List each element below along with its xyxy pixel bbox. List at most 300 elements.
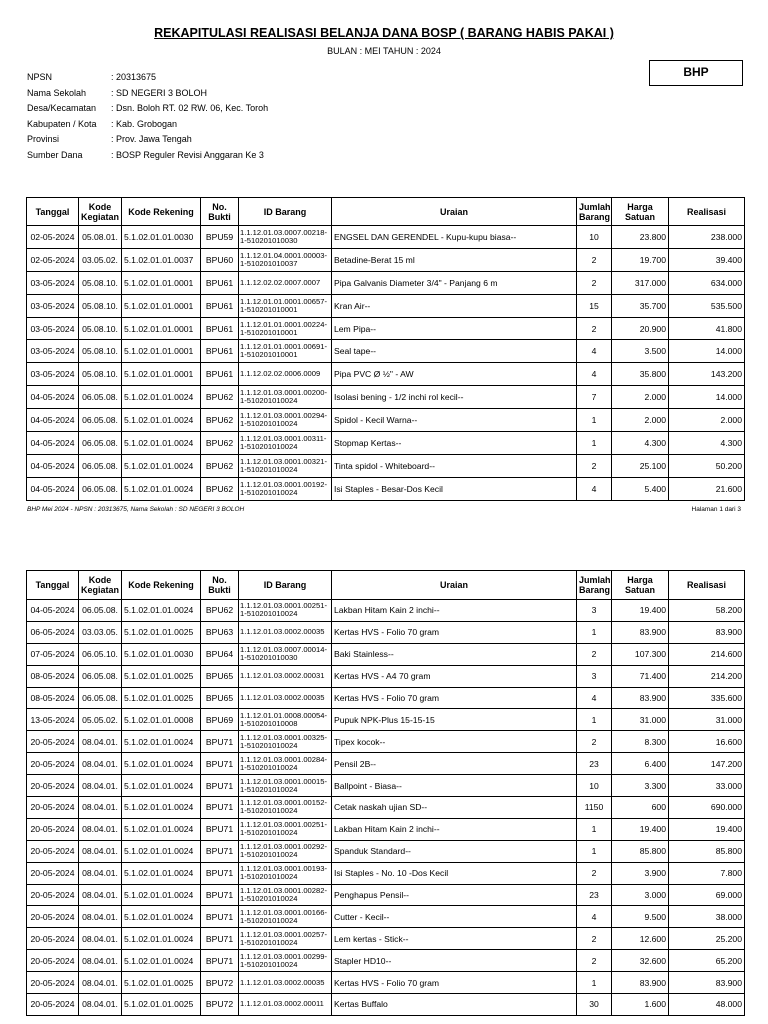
cell-receipt-no: BPU71: [201, 884, 239, 906]
cell-amount: 214.200: [669, 665, 745, 687]
cell-quantity: 1: [577, 409, 612, 432]
cell-item-id: 1.1.12.01.03.0001.00166-1-510201010024: [239, 906, 332, 928]
cell-receipt-no: BPU69: [201, 709, 239, 731]
table-row: [27, 797, 745, 819]
cell-amount: 14.000: [669, 340, 745, 363]
cell-item-id: 1.1.12.01.04.0001.00003-1-510201010037: [239, 248, 332, 271]
cell-receipt-no: BPU62: [201, 477, 239, 500]
cell-description: Cetak naskah ujian SD--: [332, 797, 577, 819]
cell-description: Tipex kocok--: [332, 731, 577, 753]
table-header: [27, 198, 745, 226]
table-row: [27, 363, 745, 386]
column-header-receipt-no: No. Bukti: [201, 571, 239, 600]
cell-account-code: 5.1.02.01.01.0001: [122, 317, 201, 340]
cell-account-code: 5.1.02.01.01.0025: [122, 994, 201, 1016]
cell-unit-price: 9.500: [612, 906, 669, 928]
cell-date: 03-05-2024: [27, 317, 79, 340]
cell-quantity: 23: [577, 884, 612, 906]
cell-description: Lem Pipa--: [332, 317, 577, 340]
cell-date: 04-05-2024: [27, 477, 79, 500]
cell-date: 20-05-2024: [27, 994, 79, 1016]
cell-description: Spidol - Kecil Warna--: [332, 409, 577, 432]
info-row: [27, 132, 268, 148]
cell-activity-code: 06.05.08.: [79, 600, 122, 622]
table-row: [27, 432, 745, 455]
cell-description: Betadine-Berat 15 ml: [332, 248, 577, 271]
cell-receipt-no: BPU62: [201, 386, 239, 409]
cell-activity-code: 08.04.01.: [79, 818, 122, 840]
table-header: [27, 571, 745, 600]
cell-amount: 690.000: [669, 797, 745, 819]
cell-account-code: 5.1.02.01.01.0030: [122, 226, 201, 249]
cell-receipt-no: BPU61: [201, 340, 239, 363]
cell-description: Tinta spidol - Whiteboard--: [332, 454, 577, 477]
cell-item-id: 1.1.12.01.03.0001.00193-1-510201010024: [239, 862, 332, 884]
cell-amount: 147.200: [669, 753, 745, 775]
cell-amount: 25.200: [669, 928, 745, 950]
cell-quantity: 2: [577, 950, 612, 972]
cell-amount: 65.200: [669, 950, 745, 972]
cell-account-code: 5.1.02.01.01.0024: [122, 753, 201, 775]
cell-quantity: 2: [577, 248, 612, 271]
cell-item-id: 1.1.12.01.03.0001.00015-1-510201010024: [239, 775, 332, 797]
cell-activity-code: 06.05.08.: [79, 477, 122, 500]
cell-date: 13-05-2024: [27, 709, 79, 731]
column-header-unit-price: Harga Satuan: [612, 571, 669, 600]
cell-unit-price: 19.400: [612, 818, 669, 840]
cell-account-code: 5.1.02.01.01.0030: [122, 643, 201, 665]
cell-description: Isi Staples - Besar-Dos Kecil: [332, 477, 577, 500]
column-header-date: Tanggal: [27, 571, 79, 600]
cell-quantity: 4: [577, 477, 612, 500]
report-period: BULAN : MEI TAHUN : 2024: [327, 46, 441, 56]
cell-quantity: 1: [577, 840, 612, 862]
table-body: [27, 600, 745, 1016]
cell-activity-code: 08.04.01.: [79, 862, 122, 884]
cell-unit-price: 2.000: [612, 409, 669, 432]
cell-item-id: 1.1.12.01.01.0001.00224-1-510201010001: [239, 317, 332, 340]
cell-amount: 58.200: [669, 600, 745, 622]
cell-receipt-no: BPU61: [201, 317, 239, 340]
cell-amount: 19.400: [669, 818, 745, 840]
cell-unit-price: 83.900: [612, 972, 669, 994]
cell-item-id: 1.1.12.01.03.0002.00035: [239, 687, 332, 709]
cell-quantity: 2: [577, 271, 612, 294]
cell-amount: 50.200: [669, 454, 745, 477]
cell-activity-code: 05.08.10.: [79, 294, 122, 317]
cell-description: Kertas HVS - A4 70 gram: [332, 665, 577, 687]
table-row: [27, 409, 745, 432]
cell-receipt-no: BPU71: [201, 840, 239, 862]
cell-date: 03-05-2024: [27, 340, 79, 363]
cell-activity-code: 08.04.01.: [79, 731, 122, 753]
cell-account-code: 5.1.02.01.01.0024: [122, 386, 201, 409]
cell-activity-code: 08.04.01.: [79, 753, 122, 775]
cell-description: Pipa PVC Ø ½" - AW: [332, 363, 577, 386]
column-header-amount: Realisasi: [669, 198, 745, 226]
info-label: Provinsi: [27, 134, 60, 145]
table-row: [27, 928, 745, 950]
cell-description: Pupuk NPK-Plus 15-15-15: [332, 709, 577, 731]
cell-amount: 48.000: [669, 994, 745, 1016]
cell-receipt-no: BPU60: [201, 248, 239, 271]
cell-unit-price: 12.600: [612, 928, 669, 950]
cell-account-code: 5.1.02.01.01.0024: [122, 928, 201, 950]
cell-amount: 16.600: [669, 731, 745, 753]
cell-unit-price: 317.000: [612, 271, 669, 294]
cell-item-id: 1.1.12.01.03.0001.00152-1-510201010024: [239, 797, 332, 819]
cell-quantity: 10: [577, 226, 612, 249]
cell-date: 20-05-2024: [27, 731, 79, 753]
cell-receipt-no: BPU71: [201, 731, 239, 753]
cell-item-id: 1.1.12.01.01.0008.00054-1-510201010008: [239, 709, 332, 731]
cell-unit-price: 35.700: [612, 294, 669, 317]
cell-account-code: 5.1.02.01.01.0024: [122, 775, 201, 797]
cell-quantity: 7: [577, 386, 612, 409]
bhp-badge: BHP: [649, 60, 743, 86]
cell-quantity: 1: [577, 432, 612, 455]
cell-description: Lem kertas - Stick--: [332, 928, 577, 950]
cell-date: 08-05-2024: [27, 665, 79, 687]
column-header-date: Tanggal: [27, 198, 79, 226]
cell-account-code: 5.1.02.01.01.0024: [122, 432, 201, 455]
cell-date: 20-05-2024: [27, 884, 79, 906]
cell-description: Penghapus Pensil--: [332, 884, 577, 906]
table-row: [27, 862, 745, 884]
cell-account-code: 5.1.02.01.01.0025: [122, 972, 201, 994]
cell-item-id: 1.1.12.01.03.0001.00311-1-510201010024: [239, 432, 332, 455]
cell-receipt-no: BPU61: [201, 271, 239, 294]
cell-item-id: 1.1.12.01.03.0001.00251-1-510201010024: [239, 818, 332, 840]
cell-activity-code: 06.05.10.: [79, 643, 122, 665]
cell-quantity: 4: [577, 906, 612, 928]
cell-quantity: 1: [577, 972, 612, 994]
cell-quantity: 1150: [577, 797, 612, 819]
cell-amount: 143.200: [669, 363, 745, 386]
cell-account-code: 5.1.02.01.01.0025: [122, 687, 201, 709]
cell-quantity: 2: [577, 862, 612, 884]
cell-item-id: 1.1.12.01.03.0001.00321-1-510201010024: [239, 454, 332, 477]
cell-amount: 31.000: [669, 709, 745, 731]
cell-quantity: 4: [577, 687, 612, 709]
cell-date: 03-05-2024: [27, 363, 79, 386]
table-row: [27, 271, 745, 294]
cell-activity-code: 05.08.10.: [79, 363, 122, 386]
cell-date: 20-05-2024: [27, 840, 79, 862]
cell-item-id: 1.1.12.01.01.0001.00657-1-510201010001: [239, 294, 332, 317]
cell-description: Stopmap Kertas--: [332, 432, 577, 455]
cell-activity-code: 08.04.01.: [79, 797, 122, 819]
cell-date: 07-05-2024: [27, 643, 79, 665]
cell-unit-price: 1.600: [612, 994, 669, 1016]
info-value: : Kab. Grobogan: [111, 118, 178, 129]
cell-account-code: 5.1.02.01.01.0024: [122, 409, 201, 432]
cell-receipt-no: BPU62: [201, 409, 239, 432]
cell-receipt-no: BPU63: [201, 621, 239, 643]
cell-unit-price: 31.000: [612, 709, 669, 731]
cell-activity-code: 08.04.01.: [79, 994, 122, 1016]
cell-item-id: 1.1.12.01.03.0001.00325-1-510201010024: [239, 731, 332, 753]
table-row: [27, 386, 745, 409]
cell-date: 03-05-2024: [27, 294, 79, 317]
table-row: [27, 294, 745, 317]
cell-account-code: 5.1.02.01.01.0001: [122, 363, 201, 386]
column-header-amount: Realisasi: [669, 571, 745, 600]
cell-quantity: 4: [577, 340, 612, 363]
cell-account-code: 5.1.02.01.01.0024: [122, 950, 201, 972]
cell-description: Ballpoint - Biasa--: [332, 775, 577, 797]
cell-activity-code: 08.04.01.: [79, 906, 122, 928]
cell-item-id: 1.1.12.01.03.0001.00251-1-510201010024: [239, 600, 332, 622]
column-header-item-id: ID Barang: [239, 198, 332, 226]
table-row: [27, 753, 745, 775]
cell-date: 20-05-2024: [27, 906, 79, 928]
cell-item-id: 1.1.12.01.03.0001.00192-1-510201010024: [239, 477, 332, 500]
table-row: [27, 665, 745, 687]
cell-account-code: 5.1.02.01.01.0001: [122, 340, 201, 363]
table-row: [27, 454, 745, 477]
cell-activity-code: 08.04.01.: [79, 775, 122, 797]
cell-unit-price: 20.900: [612, 317, 669, 340]
cell-account-code: 5.1.02.01.01.0024: [122, 818, 201, 840]
cell-amount: 33.000: [669, 775, 745, 797]
info-value: : Dsn. Boloh RT. 02 RW. 06, Kec. Toroh: [111, 103, 269, 114]
cell-amount: 7.800: [669, 862, 745, 884]
cell-item-id: 1.1.12.02.02.0006.0009: [239, 363, 332, 386]
cell-receipt-no: BPU62: [201, 432, 239, 455]
cell-date: 04-05-2024: [27, 600, 79, 622]
info-label: Sumber Dana: [27, 149, 83, 160]
cell-unit-price: 600: [612, 797, 669, 819]
table-row: [27, 643, 745, 665]
cell-account-code: 5.1.02.01.01.0025: [122, 665, 201, 687]
cell-description: Pensil 2B--: [332, 753, 577, 775]
cell-amount: 335.600: [669, 687, 745, 709]
cell-description: Lakban Hitam Kain 2 inchi--: [332, 818, 577, 840]
cell-receipt-no: BPU71: [201, 862, 239, 884]
cell-quantity: 10: [577, 775, 612, 797]
cell-date: 06-05-2024: [27, 621, 79, 643]
cell-date: 20-05-2024: [27, 775, 79, 797]
cell-amount: 83.900: [669, 621, 745, 643]
cell-amount: 634.000: [669, 271, 745, 294]
cell-date: 04-05-2024: [27, 454, 79, 477]
cell-receipt-no: BPU59: [201, 226, 239, 249]
cell-unit-price: 3.500: [612, 340, 669, 363]
header-row: [27, 571, 745, 600]
cell-account-code: 5.1.02.01.01.0024: [122, 862, 201, 884]
cell-item-id: 1.1.12.01.03.0002.00035: [239, 621, 332, 643]
cell-account-code: 5.1.02.01.01.0024: [122, 477, 201, 500]
cell-quantity: 2: [577, 731, 612, 753]
cell-unit-price: 85.800: [612, 840, 669, 862]
cell-unit-price: 83.900: [612, 687, 669, 709]
cell-receipt-no: BPU71: [201, 753, 239, 775]
cell-activity-code: 06.05.08.: [79, 386, 122, 409]
cell-date: 20-05-2024: [27, 818, 79, 840]
cell-description: Isolasi bening - 1/2 inchi rol kecil--: [332, 386, 577, 409]
cell-amount: 535.500: [669, 294, 745, 317]
cell-amount: 69.000: [669, 884, 745, 906]
table-row: [27, 950, 745, 972]
cell-activity-code: 08.04.01.: [79, 972, 122, 994]
cell-unit-price: 2.000: [612, 386, 669, 409]
cell-unit-price: 32.600: [612, 950, 669, 972]
cell-quantity: 2: [577, 454, 612, 477]
table-row: [27, 884, 745, 906]
cell-unit-price: 5.400: [612, 477, 669, 500]
cell-amount: 83.900: [669, 972, 745, 994]
cell-quantity: 2: [577, 928, 612, 950]
cell-amount: 38.000: [669, 906, 745, 928]
cell-activity-code: 06.05.08.: [79, 665, 122, 687]
cell-activity-code: 03.03.05.: [79, 621, 122, 643]
cell-unit-price: 3.300: [612, 775, 669, 797]
column-header-receipt-no: No. Bukti: [201, 198, 239, 226]
cell-activity-code: 06.05.08.: [79, 454, 122, 477]
cell-activity-code: 05.08.10.: [79, 317, 122, 340]
cell-account-code: 5.1.02.01.01.0024: [122, 600, 201, 622]
cell-quantity: 1: [577, 621, 612, 643]
cell-quantity: 30: [577, 994, 612, 1016]
cell-description: ENGSEL DAN GERENDEL - Kupu-kupu biasa--: [332, 226, 577, 249]
cell-amount: 21.600: [669, 477, 745, 500]
cell-date: 20-05-2024: [27, 797, 79, 819]
cell-account-code: 5.1.02.01.01.0025: [122, 621, 201, 643]
cell-item-id: 1.1.12.01.03.0007.00014-1-510201010030: [239, 643, 332, 665]
column-header-quantity: Jumlah Barang: [577, 198, 612, 226]
cell-date: 02-05-2024: [27, 248, 79, 271]
cell-amount: 39.400: [669, 248, 745, 271]
table-row: [27, 226, 745, 249]
info-row: [27, 148, 268, 164]
column-header-account-code: Kode Rekening: [122, 198, 201, 226]
cell-quantity: 2: [577, 643, 612, 665]
expense-table-page1: [26, 197, 745, 501]
info-label: Desa/Kecamatan: [27, 103, 97, 114]
column-header-activity-code: Kode Kegiatan: [79, 198, 122, 226]
cell-quantity: 2: [577, 317, 612, 340]
table-row: [27, 818, 745, 840]
info-value: : 20313675: [111, 72, 157, 82]
cell-account-code: 5.1.02.01.01.0024: [122, 906, 201, 928]
info-label: Nama Sekolah: [27, 87, 87, 98]
cell-account-code: 5.1.02.01.01.0001: [122, 271, 201, 294]
cell-receipt-no: BPU71: [201, 950, 239, 972]
cell-unit-price: 19.400: [612, 600, 669, 622]
cell-date: 04-05-2024: [27, 386, 79, 409]
cell-unit-price: 3.900: [612, 862, 669, 884]
cell-description: Kertas Buffalo: [332, 994, 577, 1016]
column-header-account-code: Kode Rekening: [122, 571, 201, 600]
table-body: [27, 226, 745, 501]
table-row: [27, 317, 745, 340]
cell-unit-price: 107.300: [612, 643, 669, 665]
info-row: [27, 86, 268, 102]
cell-unit-price: 4.300: [612, 432, 669, 455]
cell-item-id: 1.1.12.01.03.0001.00257-1-510201010024: [239, 928, 332, 950]
cell-account-code: 5.1.02.01.01.0008: [122, 709, 201, 731]
header-row: [27, 198, 745, 226]
cell-account-code: 5.1.02.01.01.0001: [122, 294, 201, 317]
cell-receipt-no: BPU65: [201, 687, 239, 709]
cell-date: 20-05-2024: [27, 753, 79, 775]
table-row: [27, 477, 745, 500]
report-title: REKAPITULASI REALISASI BELANJA DANA BOSP ( BARANG HABIS PAKAI ): [154, 26, 614, 40]
info-row: [27, 101, 268, 117]
cell-quantity: 15: [577, 294, 612, 317]
cell-description: Kertas HVS - Folio 70 gram: [332, 687, 577, 709]
table-row: [27, 906, 745, 928]
cell-date: 04-05-2024: [27, 409, 79, 432]
cell-amount: 238.000: [669, 226, 745, 249]
table-row: [27, 687, 745, 709]
cell-item-id: 1.1.12.01.03.0002.00035: [239, 972, 332, 994]
cell-quantity: 3: [577, 665, 612, 687]
info-label: Kabupaten / Kota: [27, 118, 97, 129]
cell-unit-price: 83.900: [612, 621, 669, 643]
table-row: [27, 994, 745, 1016]
table-row: [27, 621, 745, 643]
cell-unit-price: 19.700: [612, 248, 669, 271]
cell-amount: 2.000: [669, 409, 745, 432]
cell-description: Baki Stainless--: [332, 643, 577, 665]
cell-description: Seal tape--: [332, 340, 577, 363]
cell-date: 20-05-2024: [27, 928, 79, 950]
cell-activity-code: 06.05.08.: [79, 409, 122, 432]
cell-amount: 4.300: [669, 432, 745, 455]
cell-item-id: 1.1.12.01.03.0001.00299-1-510201010024: [239, 950, 332, 972]
info-value: : BOSP Reguler Revisi Anggaran Ke 3: [111, 149, 264, 160]
cell-description: Isi Staples - No. 10 -Dos Kecil: [332, 862, 577, 884]
cell-receipt-no: BPU62: [201, 454, 239, 477]
cell-item-id: 1.1.12.01.03.0002.00031: [239, 665, 332, 687]
cell-date: 02-05-2024: [27, 226, 79, 249]
column-header-activity-code: Kode Kegiatan: [79, 571, 122, 600]
cell-description: Pipa Galvanis Diameter 3/4" - Panjang 6 m: [332, 271, 577, 294]
cell-unit-price: 8.300: [612, 731, 669, 753]
cell-activity-code: 06.05.08.: [79, 687, 122, 709]
cell-receipt-no: BPU71: [201, 818, 239, 840]
cell-activity-code: 08.04.01.: [79, 840, 122, 862]
cell-item-id: 1.1.12.01.03.0001.00284-1-510201010024: [239, 753, 332, 775]
info-row: [27, 117, 268, 133]
cell-item-id: 1.1.12.01.03.0001.00282-1-510201010024: [239, 884, 332, 906]
cell-date: 20-05-2024: [27, 950, 79, 972]
cell-activity-code: 08.04.01.: [79, 950, 122, 972]
column-header-description: Uraian: [332, 571, 577, 600]
school-info: [27, 70, 268, 164]
cell-description: Kertas HVS - Folio 70 gram: [332, 972, 577, 994]
cell-unit-price: 23.800: [612, 226, 669, 249]
cell-item-id: 1.1.12.01.03.0001.00294-1-510201010024: [239, 409, 332, 432]
page-number: Halaman 1 dari 3: [691, 506, 741, 513]
cell-receipt-no: BPU61: [201, 363, 239, 386]
cell-receipt-no: BPU71: [201, 928, 239, 950]
cell-account-code: 5.1.02.01.01.0037: [122, 248, 201, 271]
cell-description: Kran Air--: [332, 294, 577, 317]
cell-account-code: 5.1.02.01.01.0024: [122, 731, 201, 753]
cell-amount: 85.800: [669, 840, 745, 862]
cell-date: 08-05-2024: [27, 687, 79, 709]
cell-receipt-no: BPU61: [201, 294, 239, 317]
cell-activity-code: 05.08.10.: [79, 271, 122, 294]
table-row: [27, 600, 745, 622]
cell-date: 04-05-2024: [27, 432, 79, 455]
cell-item-id: 1.1.12.01.01.0001.00691-1-510201010001: [239, 340, 332, 363]
cell-receipt-no: BPU65: [201, 665, 239, 687]
cell-quantity: 23: [577, 753, 612, 775]
